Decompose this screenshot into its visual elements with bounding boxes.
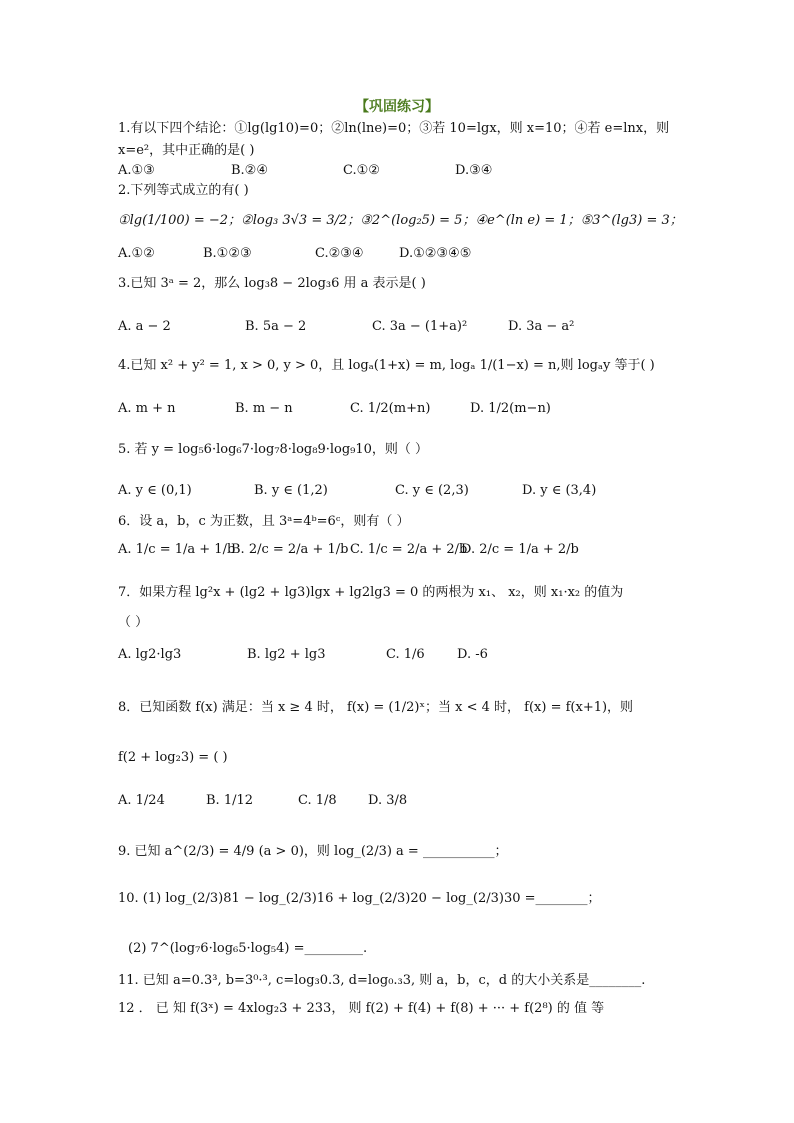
question-5-line-1: 5. 若 y = log₅6·log₆7·log₇8·log₈9·log₉10，则（ ） [118,442,429,457]
question-6-option-b: B. 2/c = 2/a + 1/b [231,542,349,557]
question-4-line-1: 4.已知 x² + y² = 1, x > 0, y > 0，且 logₐ(1+x) = m, logₐ 1/(1−x) = n,则 logₐy 等于( ) [118,358,655,373]
question-7-option-c: C. 1/6 [386,647,425,662]
question-2-option-a: A.①② [118,246,155,261]
question-1-option-d: D.③④ [455,163,493,178]
question-8-option-d: D. 3/8 [368,793,408,808]
question-2-option-d: D.①②③④⑤ [399,246,472,261]
question-4-option-c: C. 1/2(m+n) [350,401,431,416]
question-3-line-1: 3.已知 3ᵃ = 2，那么 log₃8 − 2log₃6 用 a 表示是( ) [118,276,426,291]
page-title: 【巩固练习】 [355,99,439,115]
question-7-option-a: A. lg2·lg3 [118,647,182,662]
question-7-option-b: B. lg2 + lg3 [247,647,326,662]
question-5-option-a: A. y ∈ (0,1) [118,483,192,498]
question-9-line-1: 9. 已知 a^(2/3) = 4/9 (a > 0)，则 log_(2/3) a = ___________； [118,844,508,859]
question-6-option-c: C. 1/c = 2/a + 2/b [350,542,468,557]
question-1-line-1: 1.有以下四个结论：①lg(lg10)=0；②ln(lne)=0；③若 10=lgx，则 x=10；④若 e=lnx，则 [118,121,670,136]
question-8-option-c: C. 1/8 [298,793,337,808]
question-7-line-1: 7．如果方程 lg²x + (lg2 + lg3)lgx + lg2lg3 = 0 的两根为 x₁、 x₂，则 x₁·x₂ 的值为 [118,585,624,600]
question-12-line-1: 12 ． 已 知 f(3ˣ) = 4xlog₂3 + 233， 则 f(2) + f(4) + f(8) + ··· + f(2⁸) 的 值 等 [118,1001,605,1016]
question-5-option-b: B. y ∈ (1,2) [254,483,328,498]
question-1-line-2: x=e²，其中正确的是( ) [118,143,255,158]
question-8-line-1: 8．已知函数 f(x) 满足：当 x ≥ 4 时， f(x) = (1/2)ˣ；当 x < 4 时， f(x) = f(x+1)，则 [118,700,634,715]
question-2-line-1: 2.下列等式成立的有( ) [118,183,249,198]
question-7-line-2: （ ） [118,615,149,630]
question-2-option-b: B.①②③ [203,246,252,261]
question-3-option-b: B. 5a − 2 [245,319,307,334]
question-4-option-b: B. m − n [235,401,293,416]
question-6-option-a: A. 1/c = 1/a + 1/b [118,542,236,557]
question-8-option-a: A. 1/24 [118,793,165,808]
question-6-line-1: 6．设 a，b，c 为正数，且 3ᵃ=4ᵇ=6ᶜ，则有（ ） [118,514,410,529]
question-3-option-c: C. 3a − (1+a)² [372,319,468,334]
question-8-line-2: f(2 + log₂3) = ( ) [118,750,228,765]
question-6-option-d: D. 2/c = 1/a + 2/b [461,542,579,557]
question-7-option-d: D. -6 [457,647,488,662]
question-1-option-b: B.②④ [231,163,268,178]
question-1-option-c: C.①② [343,163,380,178]
question-5-option-c: C. y ∈ (2,3) [395,483,469,498]
question-2-line-2: ①lg(1/100) = −2；②log₃ 3√3 = 3/2；③2^(log₂5) = 5；④e^(ln e) = 1；⑤3^(lg3) = 3； [118,213,683,228]
question-2-option-c: C.②③④ [315,246,364,261]
question-4-option-d: D. 1/2(m−n) [470,401,551,416]
question-8-option-b: B. 1/12 [206,793,254,808]
question-10-line-2: (2) 7^(log₇6·log₆5·log₅4) =_________. [128,941,368,956]
question-4-option-a: A. m + n [118,401,176,416]
question-1-option-a: A.①③ [118,163,155,178]
question-5-option-d: D. y ∈ (3,4) [522,483,597,498]
question-11-line-1: 11. 已知 a=0.3³, b=3⁰·³, c=log₃0.3, d=log₀.₃3, 则 a，b，c，d 的大小关系是________. [118,973,646,988]
question-10-line-1: 10. (1) log_(2/3)81 − log_(2/3)16 + log_(2/3)20 − log_(2/3)30 =________； [118,891,601,906]
question-3-option-d: D. 3a − a² [508,319,575,334]
question-3-option-a: A. a − 2 [118,319,171,334]
